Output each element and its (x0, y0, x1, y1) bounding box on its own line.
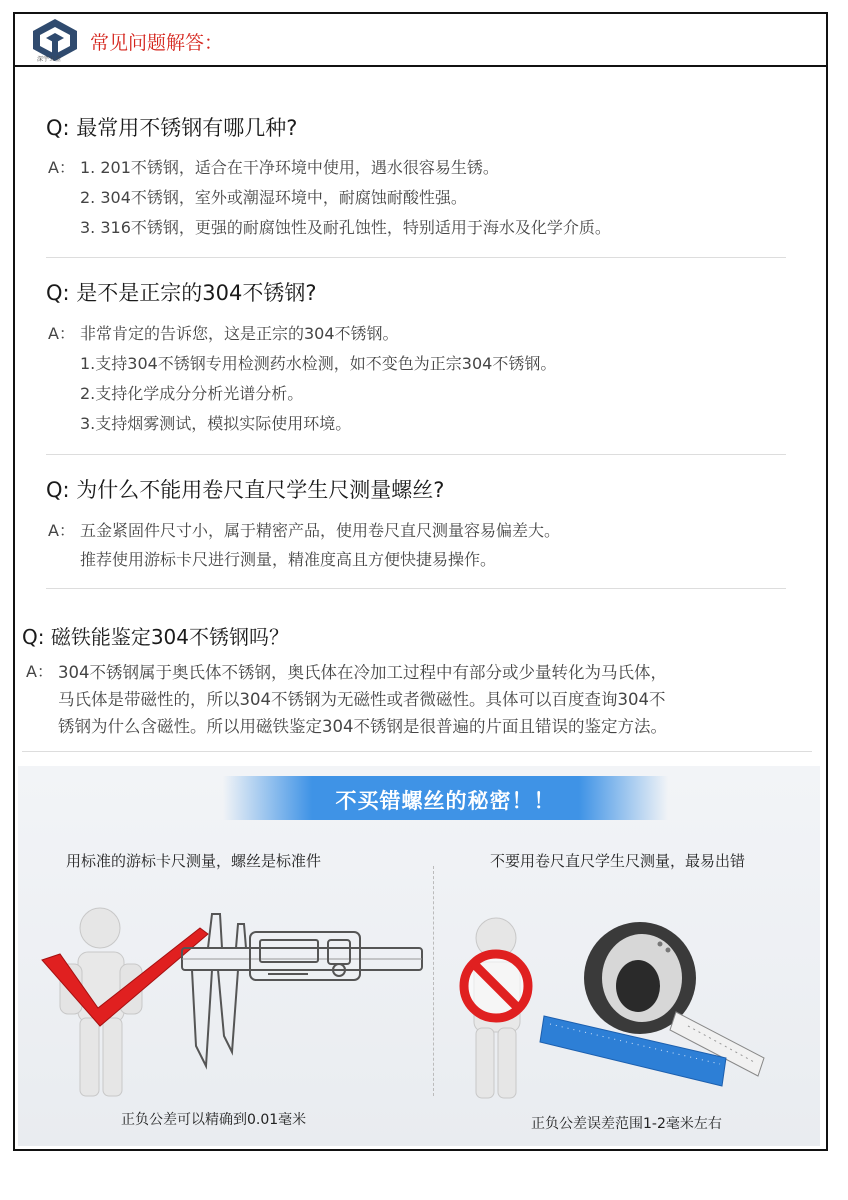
faq-separator (46, 257, 786, 258)
faq-answer-prefix-3: A： (48, 521, 75, 540)
faq-question-4: Q: 磁铁能鉴定304不锈钢吗？ (22, 625, 290, 649)
left-footer-caption: 正负公差可以精确到0.01毫米 (121, 1112, 307, 1128)
right-caption: 不要用卷尺直尺学生尺测量，最易出错 (490, 852, 746, 870)
faq-answer-prefix-1: A： (48, 158, 75, 177)
left-caption: 用标准的游标卡尺测量，螺丝是标准件 (66, 852, 322, 870)
faq-answer-line: 2. 304不锈钢，室外或潮湿环境中，耐腐蚀耐酸性强。 (80, 188, 467, 207)
banner-title: 不买错螺丝的秘密！！ (335, 789, 556, 813)
caliper-icon (178, 906, 428, 1086)
banner-title-background (223, 776, 668, 820)
faq-separator (46, 588, 786, 589)
faq-question-1: Q: 最常用不锈钢有哪几种? (46, 116, 298, 140)
faq-answer-line: 马氏体是带磁性的，所以304不锈钢为无磁性或者微磁性。具体可以百度查询304不 (58, 690, 666, 709)
header-bar (13, 12, 828, 67)
faq-answer-line: 推荐使用游标卡尺进行测量，精准度高且方便快捷易操作。 (80, 550, 497, 569)
faq-answer-line: 304不锈钢属于奥氏体不锈钢，奥氏体在冷加工过程中有部分或少量转化为马氏体， (58, 663, 667, 682)
faq-answer-line: 五金紧固件尺寸小，属于精密产品，使用卷尺直尺测量容易偏差大。 (80, 521, 561, 540)
faq-answer-prefix-4: A： (26, 662, 53, 681)
faq-answer-line: 1. 201不锈钢，适合在干净环境中使用，遇水很容易生锈。 (80, 158, 499, 177)
faq-answer-line: 锈钢为什么含磁性。所以用磁铁鉴定304不锈钢是很普遍的片面且错误的鉴定方法。 (58, 717, 667, 736)
faq-answer-line: 非常肯定的告诉您，这是正宗的304不锈钢。 (80, 324, 399, 343)
right-footer-caption: 正负公差误差范围1-2毫米左右 (531, 1116, 722, 1132)
faq-answer-line: 2.支持化学成分分析光谱分析。 (80, 384, 304, 403)
prohibition-icon (456, 946, 536, 1026)
measurement-banner (18, 766, 820, 1146)
ruler-icon (540, 1012, 730, 1092)
faq-separator (46, 454, 786, 455)
faq-answer-prefix-2: A： (48, 324, 75, 343)
brand-logo-text: 深宇五金 (37, 56, 62, 63)
banner-divider (433, 866, 434, 1096)
faq-question-3: Q: 为什么不能用卷尺直尺学生尺测量螺丝? (46, 478, 445, 502)
faq-answer-line: 1.支持304不锈钢专用检测药水检测，如不变色为正宗304不锈钢。 (80, 354, 557, 373)
faq-question-2: Q: 是不是正宗的304不锈钢? (46, 281, 317, 305)
page-title: 常见问题解答： (90, 32, 224, 54)
faq-separator (22, 751, 812, 752)
faq-answer-line: 3.支持烟雾测试，模拟实际使用环境。 (80, 414, 352, 433)
faq-answer-line: 3. 316不锈钢，更强的耐腐蚀性及耐孔蚀性，特别适用于海水及化学介质。 (80, 218, 611, 237)
